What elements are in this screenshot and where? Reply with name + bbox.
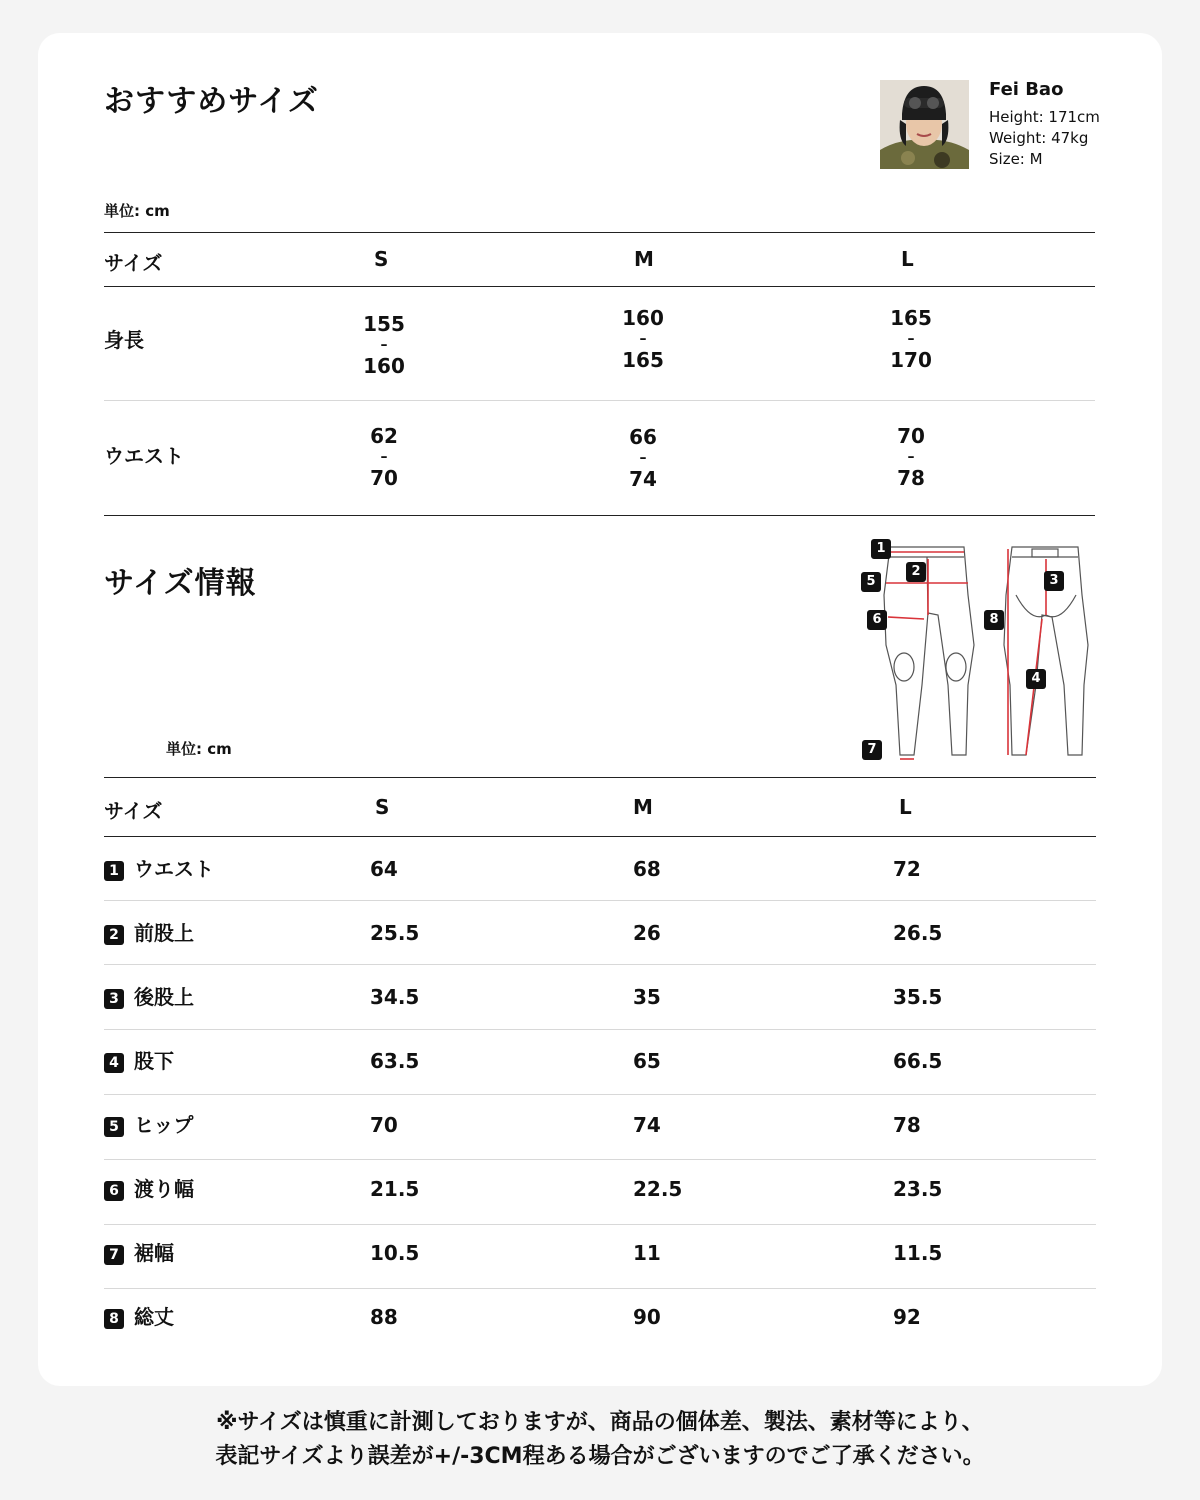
row-divider xyxy=(104,1288,1096,1289)
cell-s: 64 xyxy=(370,857,398,881)
recommend-height-m: 160 – 165 xyxy=(622,306,664,372)
row-number-badge: 8 xyxy=(104,1309,124,1329)
row-label: ウエスト xyxy=(134,857,214,881)
cell-l: 72 xyxy=(893,857,921,881)
recommend-waist-l: 70 – 78 xyxy=(897,424,925,490)
recommend-waist-s: 62 – 70 xyxy=(370,424,398,490)
sizeinfo-header-s: S xyxy=(375,795,390,819)
diagram-badge-3: 3 xyxy=(1044,571,1064,591)
cell-l: 35.5 xyxy=(893,985,943,1009)
diagram-badge-4: 4 xyxy=(1026,669,1046,689)
table-rule xyxy=(104,232,1095,233)
table-row xyxy=(104,1049,1096,1075)
row-number-badge: 1 xyxy=(104,861,124,881)
cell-l: 11.5 xyxy=(893,1241,943,1265)
cell-m: 26 xyxy=(633,921,661,945)
row-label: 股下 xyxy=(134,1049,174,1073)
cell-m: 68 xyxy=(633,857,661,881)
disclaimer-line-2: 表記サイズより誤差が+/-3CM程ある場合がございますのでご了承ください。 xyxy=(215,1444,985,1469)
cell-m: 90 xyxy=(633,1305,661,1329)
diagram-badge-1: 1 xyxy=(871,539,891,559)
row-number-badge: 6 xyxy=(104,1181,124,1201)
cell-s: 63.5 xyxy=(370,1049,420,1073)
recommend-row-label: ウエスト xyxy=(104,444,184,468)
recommend-header-s: S xyxy=(374,247,389,271)
diagram-badge-6: 6 xyxy=(867,610,887,630)
table-row xyxy=(104,1241,1096,1267)
diagram-badge-8: 8 xyxy=(984,610,1004,630)
recommend-waist-m: 66 – 74 xyxy=(629,425,657,491)
row-divider xyxy=(104,1224,1096,1225)
sizeinfo-header-l: L xyxy=(899,795,912,819)
row-divider xyxy=(104,1094,1096,1095)
table-row xyxy=(104,985,1096,1011)
cell-m: 22.5 xyxy=(633,1177,683,1201)
cell-l: 78 xyxy=(893,1113,921,1137)
row-number-badge: 2 xyxy=(104,925,124,945)
diagram-badge-2: 2 xyxy=(906,562,926,582)
row-number-badge: 3 xyxy=(104,989,124,1009)
model-height: Height: 171cm xyxy=(989,108,1100,126)
table-rule xyxy=(104,836,1096,837)
recommend-header-m: M xyxy=(634,247,654,271)
recommend-header-size: サイズ xyxy=(104,251,163,275)
model-size: Size: M xyxy=(989,150,1043,168)
row-number-badge: 5 xyxy=(104,1117,124,1137)
pants-illustration xyxy=(856,535,1096,765)
row-label: 前股上 xyxy=(134,921,194,945)
model-name: Fei Bao xyxy=(989,79,1064,100)
model-weight: Weight: 47kg xyxy=(989,129,1089,147)
row-label: 渡り幅 xyxy=(134,1177,194,1201)
cell-l: 66.5 xyxy=(893,1049,943,1073)
row-number-badge: 4 xyxy=(104,1053,124,1073)
row-divider xyxy=(104,964,1096,965)
cell-s: 10.5 xyxy=(370,1241,420,1265)
cell-s: 21.5 xyxy=(370,1177,420,1201)
row-label: 後股上 xyxy=(134,985,194,1009)
recommend-height-s: 155 – 160 xyxy=(363,312,405,378)
table-rule xyxy=(104,515,1095,516)
table-row xyxy=(104,1305,1096,1331)
cell-m: 35 xyxy=(633,985,661,1009)
cell-l: 23.5 xyxy=(893,1177,943,1201)
recommend-height-l: 165 – 170 xyxy=(890,306,932,372)
recommend-row-label: 身長 xyxy=(104,328,144,352)
recommend-title: おすすめサイズ xyxy=(104,84,319,119)
sizeinfo-title: サイズ情報 xyxy=(104,566,257,601)
cell-m: 11 xyxy=(633,1241,661,1265)
table-row xyxy=(104,1113,1096,1139)
diagram-badge-7: 7 xyxy=(862,740,882,760)
row-divider xyxy=(104,400,1095,401)
model-photo xyxy=(880,80,969,169)
table-rule xyxy=(104,777,1096,778)
recommend-unit: 単位: cm xyxy=(104,202,170,220)
sizeinfo-header-size: サイズ xyxy=(104,799,163,823)
row-divider xyxy=(104,1029,1096,1030)
cell-s: 70 xyxy=(370,1113,398,1137)
cell-s: 88 xyxy=(370,1305,398,1329)
cell-s: 25.5 xyxy=(370,921,420,945)
row-label: 裾幅 xyxy=(134,1241,174,1265)
table-row xyxy=(104,857,1096,883)
row-number-badge: 7 xyxy=(104,1245,124,1265)
sizeinfo-unit: 単位: cm xyxy=(166,740,232,758)
row-label: ヒップ xyxy=(134,1113,194,1137)
sizeinfo-header-m: M xyxy=(633,795,653,819)
cell-m: 74 xyxy=(633,1113,661,1137)
table-row xyxy=(104,921,1096,947)
cell-s: 34.5 xyxy=(370,985,420,1009)
row-label: 総丈 xyxy=(134,1305,174,1329)
recommend-header-l: L xyxy=(901,247,914,271)
row-divider xyxy=(104,900,1096,901)
cell-l: 26.5 xyxy=(893,921,943,945)
table-rule xyxy=(104,286,1095,287)
table-row xyxy=(104,1177,1096,1203)
cell-l: 92 xyxy=(893,1305,921,1329)
disclaimer-line-1: ※サイズは慎重に計測しておりますが、商品の個体差、製法、素材等により、 xyxy=(216,1410,984,1435)
diagram-badge-5: 5 xyxy=(861,572,881,592)
row-divider xyxy=(104,1159,1096,1160)
cell-m: 65 xyxy=(633,1049,661,1073)
pants-measurement-diagram xyxy=(856,535,1096,765)
